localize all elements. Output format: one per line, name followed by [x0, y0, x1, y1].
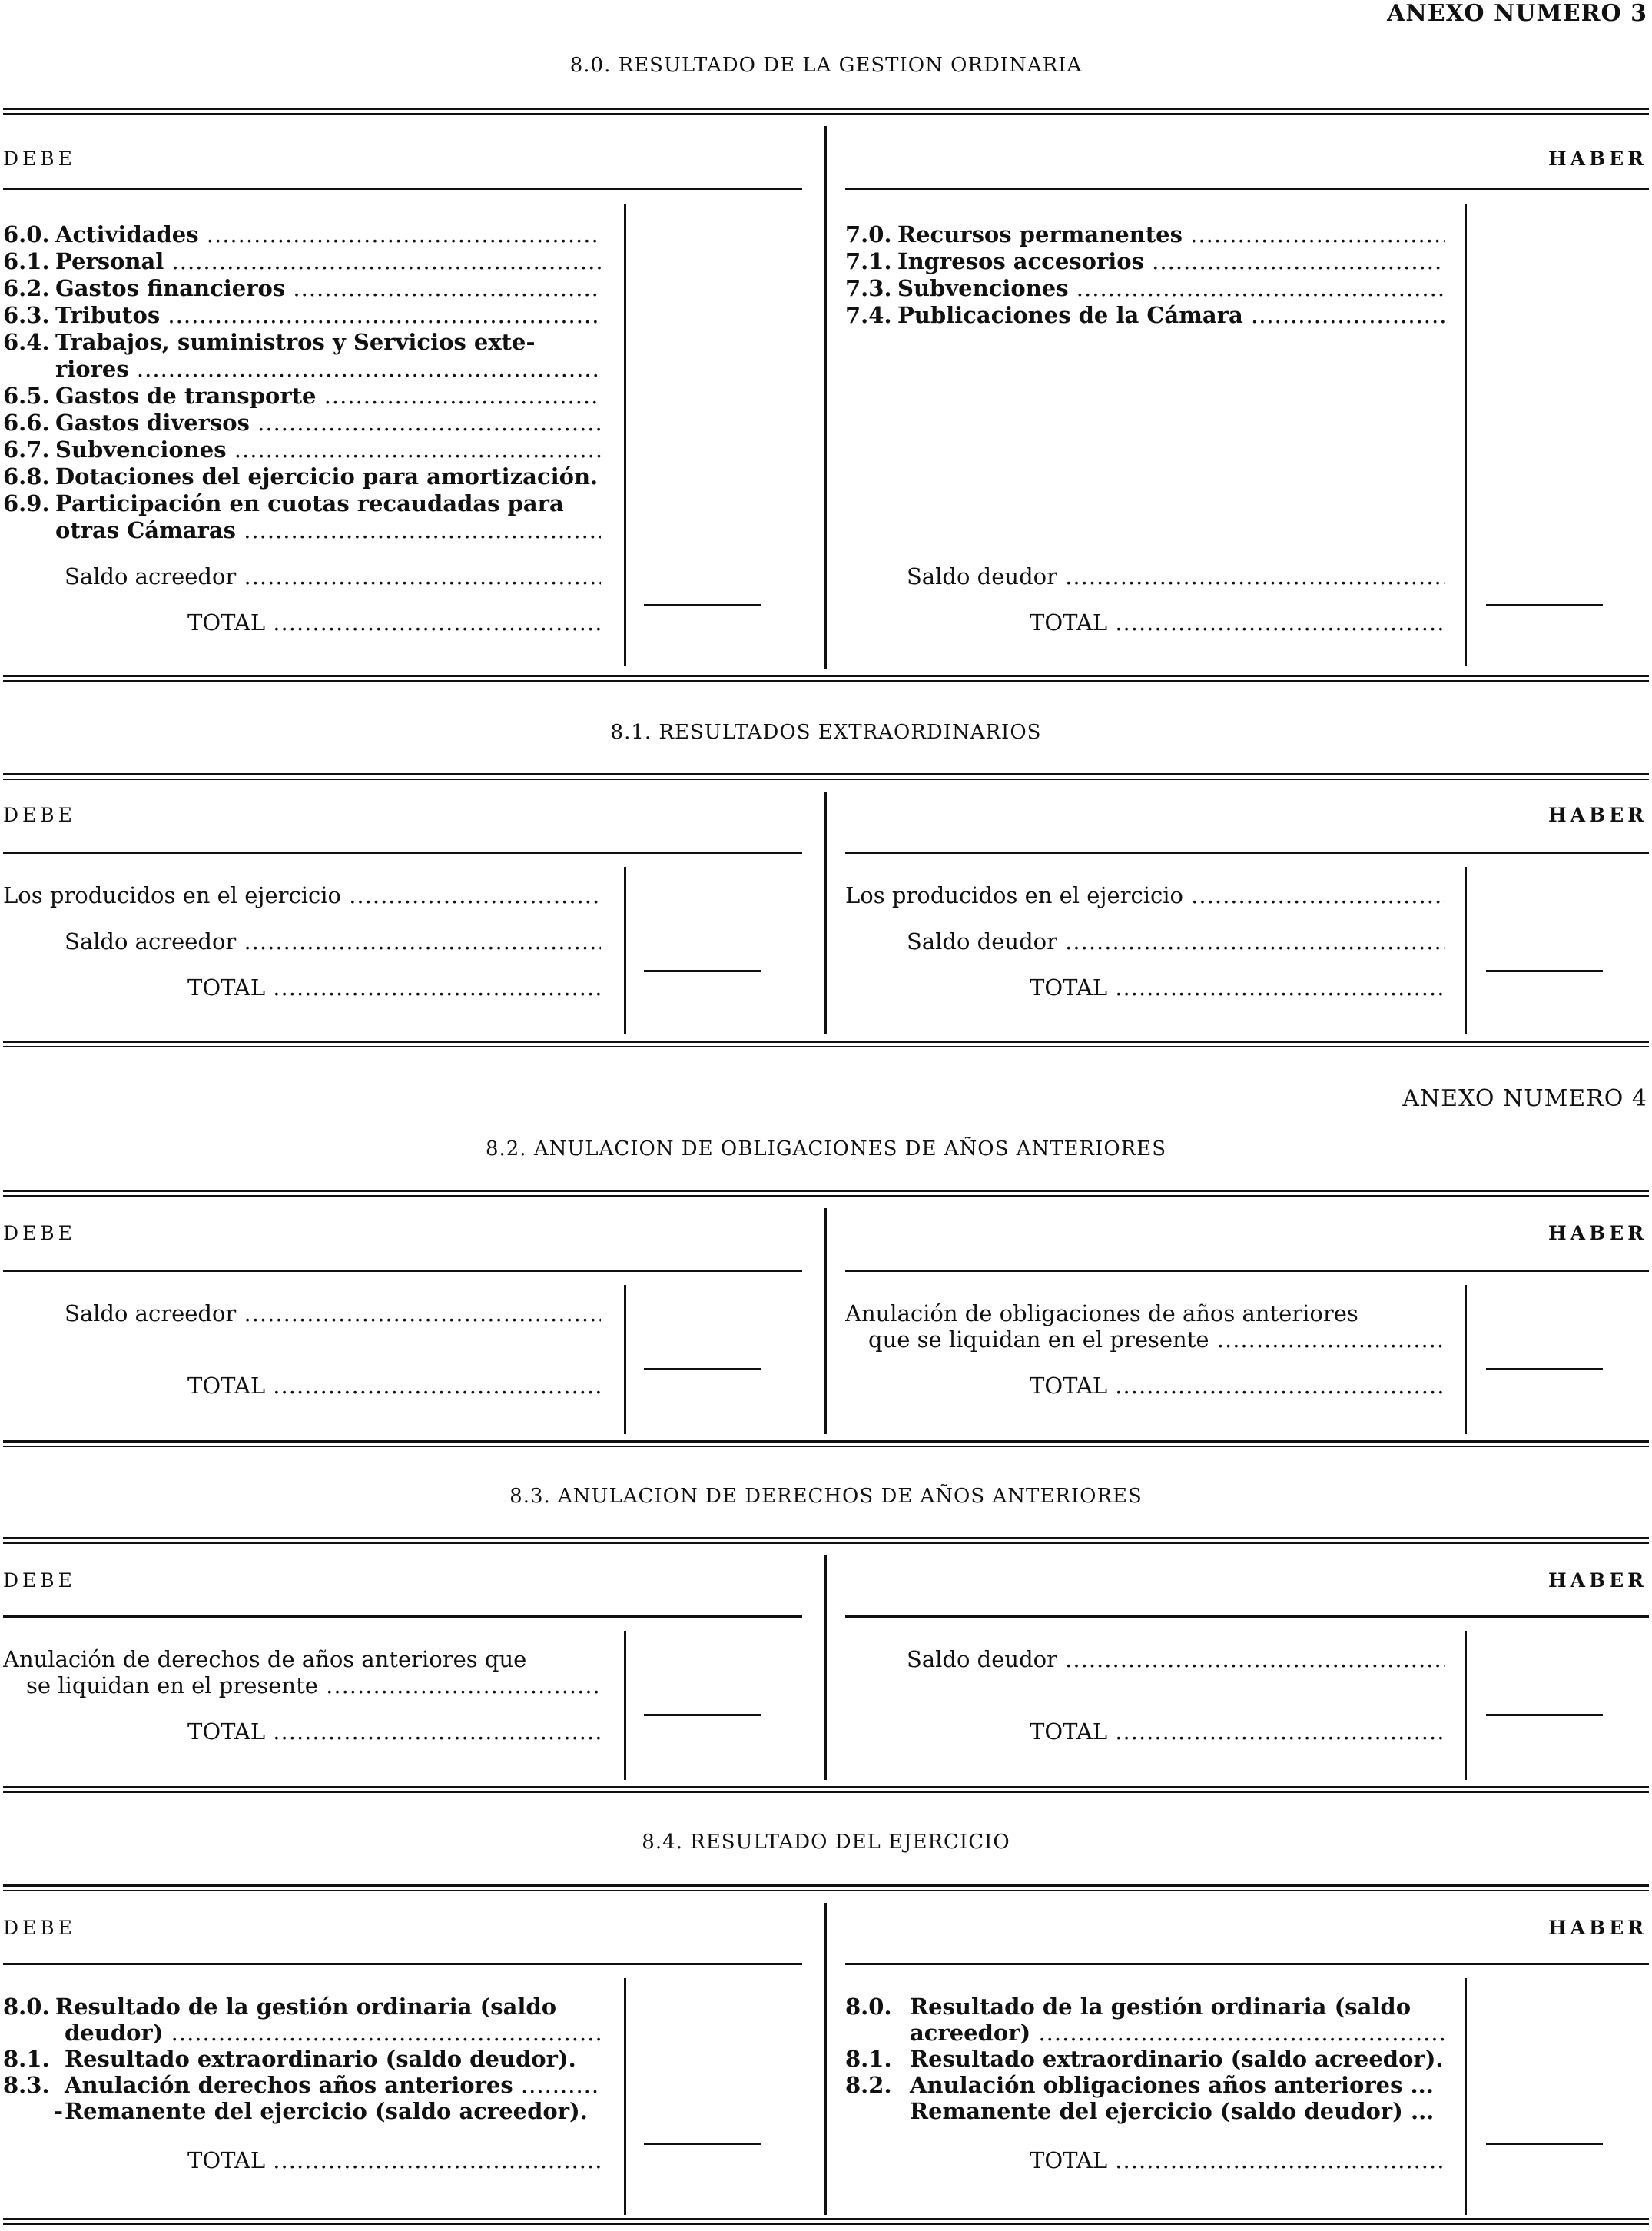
- haber-label: HABER: [1548, 1917, 1647, 1939]
- total-line: TOTAL .....: [845, 2147, 1445, 2173]
- anulacion-obligaciones-continuation: que se liquidan en el presente .....: [845, 1326, 1445, 1353]
- debe-label: DEBE: [3, 1569, 76, 1592]
- list-item: -Remanente del ejercicio (saldo acreedor).: [53, 2098, 588, 2124]
- center-divider: [824, 1903, 827, 2215]
- center-divider: [824, 792, 827, 1034]
- debe-label: DEBE: [3, 1222, 76, 1244]
- total-line: TOTAL .....: [3, 1373, 601, 1399]
- anulacion-derechos-continuation: se liquidan en el presente .....: [3, 1672, 601, 1698]
- total-line: TOTAL .....: [845, 1373, 1445, 1399]
- total-line: TOTAL .....: [845, 1718, 1445, 1745]
- total-line: TOTAL .....: [3, 2147, 601, 2173]
- list-item: 8.1. Resultado extraordinario (saldo acreedor).: [845, 2046, 1444, 2072]
- list-item-continuation: riores .....: [3, 356, 601, 382]
- list-item: 8.1. Resultado extraordinario (saldo deudor).: [3, 2046, 576, 2072]
- section-8-4-title: 8.4. RESULTADO DEL EJERCICIO: [642, 1831, 1010, 1854]
- list-item: 6.1. Personal .....: [3, 248, 601, 274]
- list-item: 6.3. Tributos .....: [3, 302, 601, 328]
- haber-label: HABER: [1548, 804, 1647, 826]
- list-item: 6.2. Gastos financieros .....: [3, 275, 601, 301]
- sum-rule: [644, 2143, 761, 2145]
- anulacion-derechos-line: Anulación de derechos de años anteriores que: [3, 1646, 527, 1672]
- total-line: TOTAL .....: [3, 609, 601, 636]
- debe-amount-column: [624, 1631, 626, 1780]
- total-line: TOTAL .....: [845, 609, 1445, 636]
- section-8-1: [0, 781, 1652, 1034]
- debe-label: DEBE: [3, 804, 76, 826]
- list-item: 6.5. Gastos de transporte .....: [3, 383, 601, 409]
- section-8-1-title: 8.1. RESULTADOS EXTRAORDINARIOS: [610, 721, 1042, 744]
- section-8-0-title: 8.0. RESULTADO DE LA GESTION ORDINARIA: [569, 54, 1083, 77]
- list-item: 7.3. Subvenciones .....: [845, 275, 1445, 301]
- double-rule: [3, 1041, 1649, 1047]
- saldo-acreedor-line: Saldo acreedor .....: [3, 563, 601, 589]
- sum-rule: [1486, 970, 1603, 972]
- double-rule: [3, 1884, 1649, 1891]
- list-item: 6.4. Trabajos, suministros y Servicios exte-: [3, 329, 536, 355]
- debe-label: DEBE: [3, 148, 76, 170]
- sum-rule: [1486, 1368, 1603, 1370]
- debe-label: DEBE: [3, 1917, 76, 1939]
- debe-header-rule: [3, 1963, 802, 1965]
- list-item: 7.4. Publicaciones de la Cámara .....: [845, 302, 1445, 328]
- center-divider: [824, 126, 827, 669]
- double-rule: [3, 773, 1649, 780]
- sum-rule: [644, 970, 761, 972]
- section-8-3-title: 8.3. ANULACION DE DERECHOS DE AÑOS ANTERIORES: [509, 1485, 1143, 1508]
- list-item: 8.0. Resultado de la gestión ordinaria (saldo: [845, 1994, 1411, 2020]
- haber-amount-column: [1465, 1631, 1467, 1780]
- saldo-acreedor-line: Saldo acreedor .....: [3, 928, 601, 954]
- sum-rule: [1486, 1714, 1603, 1716]
- total-line: TOTAL .....: [845, 974, 1445, 1001]
- double-rule: [3, 1440, 1649, 1447]
- list-item: 8.0. Resultado de la gestión ordinaria (saldo: [3, 1994, 557, 2020]
- saldo-deudor-line: Saldo deudor .....: [845, 1646, 1445, 1672]
- double-rule: [3, 108, 1649, 115]
- debe-header-rule: [3, 852, 802, 854]
- list-item: 8.3. Anulación derechos años anteriores .....: [3, 2072, 601, 2098]
- list-item: 6.6. Gastos diversos .....: [3, 410, 601, 436]
- double-rule: [3, 1786, 1649, 1793]
- list-item: 6.9. Participación en cuotas recaudadas para: [3, 490, 564, 516]
- anulacion-obligaciones-line: Anulación de obligaciones de años anteriores: [845, 1300, 1358, 1326]
- haber-amount-column: [1465, 1285, 1467, 1434]
- producidos-line: Los producidos en el ejercicio .....: [845, 882, 1445, 908]
- debe-amount-column: [624, 204, 626, 666]
- sum-rule: [644, 1368, 761, 1370]
- haber-amount-column: [1465, 204, 1467, 666]
- haber-header-rule: [845, 1963, 1649, 1965]
- haber-header-rule: [845, 1615, 1649, 1618]
- haber-header-rule: [845, 1270, 1649, 1272]
- sum-rule: [1486, 2143, 1603, 2145]
- list-item-continuation: otras Cámaras .....: [3, 517, 601, 543]
- saldo-deudor-line: Saldo deudor .....: [845, 928, 1445, 954]
- haber-label: HABER: [1548, 148, 1647, 170]
- section-8-4: [0, 1892, 1652, 2215]
- debe-amount-column: [624, 867, 626, 1034]
- sum-rule: [644, 604, 761, 606]
- haber-amount-column: [1465, 867, 1467, 1034]
- section-8-0: [0, 115, 1652, 669]
- debe-amount-column: [624, 1978, 626, 2215]
- list-item: 7.1. Ingresos accesorios .....: [845, 248, 1445, 274]
- center-divider: [824, 1208, 827, 1434]
- list-item-continuation: acreedor) .....: [845, 2020, 1445, 2046]
- section-8-3: [0, 1545, 1652, 1780]
- haber-label: HABER: [1548, 1222, 1647, 1244]
- saldo-acreedor-line: Saldo acreedor .....: [3, 1300, 601, 1326]
- list-item-continuation: deudor) .....: [3, 2020, 601, 2046]
- list-item: Remanente del ejercicio (saldo deudor) ...: [910, 2098, 1435, 2124]
- list-item: 7.0. Recursos permanentes .....: [845, 221, 1445, 247]
- haber-header-rule: [845, 188, 1649, 190]
- total-line: TOTAL .....: [3, 974, 601, 1001]
- debe-amount-column: [624, 1285, 626, 1434]
- double-rule: [3, 2218, 1649, 2225]
- debe-header-rule: [3, 1615, 802, 1618]
- section-8-2-title: 8.2. ANULACION DE OBLIGACIONES DE AÑOS ANTERIORES: [485, 1137, 1167, 1160]
- list-item: 6.8. Dotaciones del ejercicio para amortización.: [3, 463, 599, 490]
- list-item: 8.2. Anulación obligaciones años anteriores ...: [845, 2072, 1434, 2098]
- sum-rule: [1486, 604, 1603, 606]
- haber-label: HABER: [1548, 1569, 1647, 1592]
- producidos-line: Los producidos en el ejercicio .....: [3, 882, 601, 908]
- anexo-3-heading: ANEXO NUMERO 3: [1387, 0, 1647, 27]
- total-line: TOTAL .....: [3, 1718, 601, 1745]
- saldo-deudor-line: Saldo deudor .....: [845, 563, 1445, 589]
- double-rule: [3, 1537, 1649, 1544]
- double-rule: [3, 1190, 1649, 1197]
- haber-amount-column: [1465, 1978, 1467, 2215]
- double-rule: [3, 675, 1649, 682]
- haber-header-rule: [845, 852, 1649, 854]
- center-divider: [824, 1555, 827, 1780]
- list-item: 6.7. Subvenciones .....: [3, 437, 601, 463]
- list-item: 6.0. Actividades .....: [3, 221, 601, 247]
- section-8-2: [0, 1197, 1652, 1434]
- debe-header-rule: [3, 1270, 802, 1272]
- anexo-4-heading: ANEXO NUMERO 4: [1402, 1085, 1647, 1112]
- debe-header-rule: [3, 188, 802, 190]
- sum-rule: [644, 1714, 761, 1716]
